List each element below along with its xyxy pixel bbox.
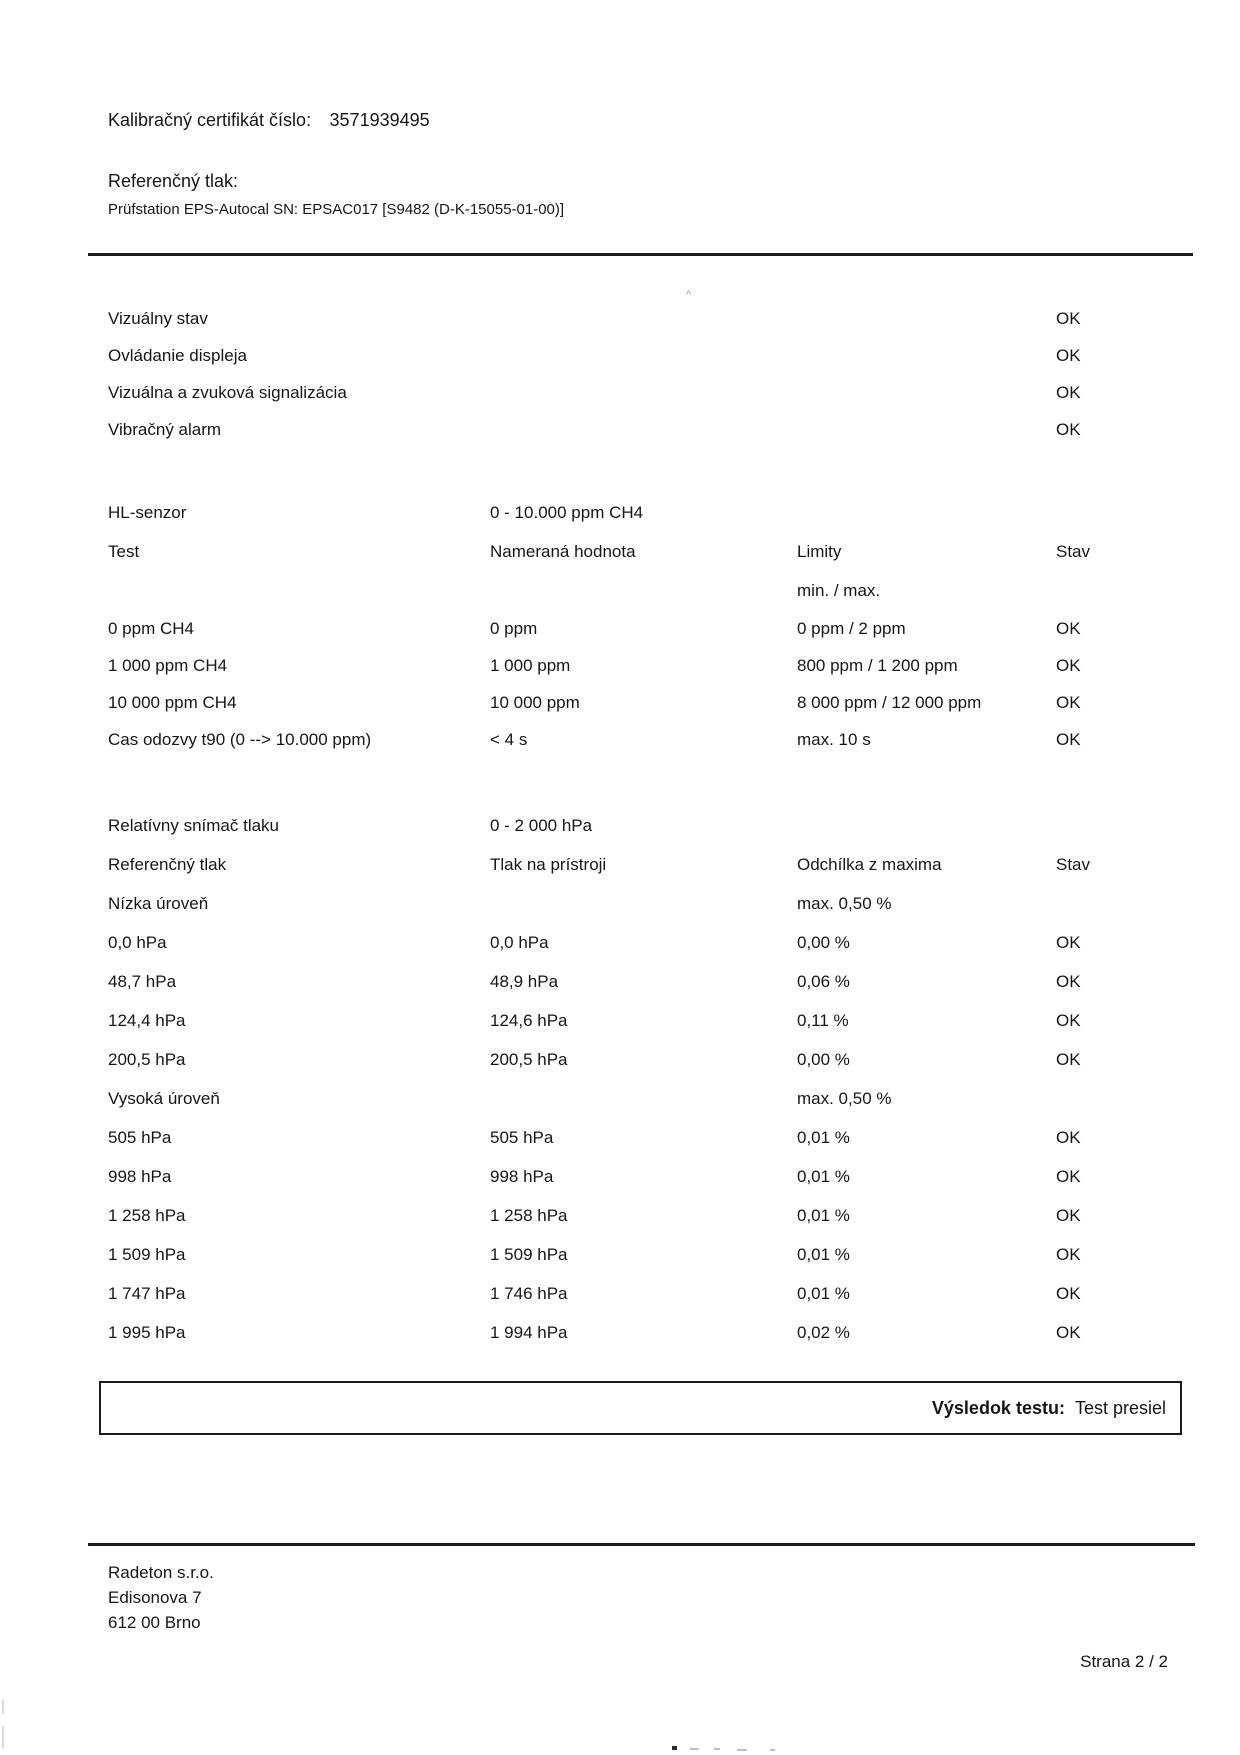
measured-value: 10 000 ppm (490, 692, 580, 712)
deviation-value: 0,01 % (797, 1283, 850, 1303)
deviation-value: 0,01 % (797, 1166, 850, 1186)
scan-artifact: ^ (686, 289, 692, 301)
reference-value: 1 747 hPa (108, 1283, 186, 1303)
scan-artifact (672, 1746, 677, 1750)
test-result-value: Test presiel (1074, 1397, 1166, 1418)
reference-value: 48,7 hPa (108, 971, 177, 991)
test-result-label: Výsledok testu: (931, 1397, 1065, 1418)
status-value: OK (1056, 1166, 1081, 1186)
deviation-value: 0,01 % (797, 1127, 850, 1147)
status-value: OK (1056, 618, 1081, 638)
low-level-limit: max. 0,50 % (797, 893, 892, 913)
hl-sensor-title-row (0, 493, 1240, 532)
column-header-device: Tlak na prístroji (490, 854, 607, 874)
limits-value: 800 ppm / 1 200 ppm (797, 655, 958, 675)
status-value: OK (1056, 1049, 1081, 1069)
hl-sensor-range: 0 - 10.000 ppm CH4 (490, 502, 644, 522)
reference-value: 1 258 hPa (108, 1205, 186, 1225)
test-label: 1 000 ppm CH4 (108, 655, 228, 675)
page-number: Strana 2 / 2 (1080, 1652, 1168, 1671)
status-value: OK (1056, 692, 1081, 712)
pressure-sensor-table (0, 806, 1240, 1352)
column-header-measured: Nameraná hodnota (490, 541, 636, 561)
checklist-row (0, 374, 1240, 411)
status-value: OK (1056, 655, 1081, 675)
reference-value: 0,0 hPa (108, 932, 167, 952)
table-row (0, 1001, 1240, 1040)
scan-artifact (737, 1749, 747, 1751)
status-value: OK (1056, 1244, 1081, 1264)
device-value: 124,6 hPa (490, 1010, 568, 1030)
measured-value: 1 000 ppm (490, 655, 571, 675)
limits-value: max. 10 s (797, 729, 871, 749)
table-row (0, 1157, 1240, 1196)
low-level-row (0, 884, 1240, 923)
deviation-value: 0,06 % (797, 971, 850, 991)
status-value: OK (1056, 1322, 1081, 1342)
scan-artifact (714, 1748, 720, 1750)
measured-value: 0 ppm (490, 618, 538, 638)
company-name: Radeton s.r.o. (108, 1563, 214, 1582)
limits-subheader: min. / max. (797, 580, 881, 600)
footer-divider (88, 1543, 1195, 1546)
device-value: 1 994 hPa (490, 1322, 568, 1342)
status-value: OK (1056, 729, 1081, 749)
test-label: 0 ppm CH4 (108, 618, 194, 638)
reference-pressure-heading: Referenčný tlak: (108, 171, 239, 191)
high-level-label: Vysoká úroveň (108, 1088, 220, 1108)
hl-sensor-name: HL-senzor (108, 502, 187, 522)
checklist-row (0, 411, 1240, 448)
company-city: 612 00 Brno (108, 1613, 201, 1632)
checklist-row (0, 337, 1240, 374)
device-value: 1 746 hPa (490, 1283, 568, 1303)
device-value: 505 hPa (490, 1127, 554, 1147)
status-value: OK (1056, 1205, 1081, 1225)
limits-value: 0 ppm / 2 ppm (797, 618, 906, 638)
table-row (0, 923, 1240, 962)
deviation-value: 0,11 % (797, 1010, 849, 1030)
table-row (0, 1235, 1240, 1274)
hl-sensor-table (0, 493, 1240, 758)
table-row (0, 1040, 1240, 1079)
company-street: Edisonova 7 (108, 1588, 202, 1607)
table-row (0, 1118, 1240, 1157)
table-row (0, 647, 1240, 684)
checklist-row (0, 300, 1240, 337)
checklist-label: Vibračný alarm (108, 419, 222, 439)
reference-station-detail: Prüfstation EPS-Autocal SN: EPSAC017 [S9482 (D-K-15055-01-00)] (108, 201, 565, 218)
checklist-label: Vizuálny stav (108, 308, 208, 328)
status-value: OK (1056, 419, 1081, 439)
device-value: 0,0 hPa (490, 932, 549, 952)
pressure-sensor-header-row (0, 845, 1240, 884)
test-label: Cas odozvy t90 (0 --> 10.000 ppm) (108, 729, 372, 749)
device-value: 1 509 hPa (490, 1244, 568, 1264)
scan-artifact (770, 1749, 775, 1751)
header-divider (88, 253, 1193, 256)
device-value: 200,5 hPa (490, 1049, 568, 1069)
column-header-test: Test (108, 541, 140, 561)
deviation-value: 0,01 % (797, 1244, 850, 1264)
status-value: OK (1056, 1127, 1081, 1147)
scan-artifact (2, 1700, 4, 1714)
column-header-status: Stav (1056, 854, 1091, 874)
table-row (0, 721, 1240, 758)
reference-value: 124,4 hPa (108, 1010, 186, 1030)
certificate-number: 3571939495 (329, 110, 430, 130)
test-result-box (99, 1381, 1182, 1435)
table-row (0, 1274, 1240, 1313)
measured-value: < 4 s (490, 729, 528, 749)
deviation-value: 0,00 % (797, 1049, 850, 1069)
status-value: OK (1056, 971, 1081, 991)
deviation-value: 0,01 % (797, 1205, 850, 1225)
reference-value: 998 hPa (108, 1166, 172, 1186)
status-value: OK (1056, 345, 1081, 365)
deviation-value: 0,00 % (797, 932, 850, 952)
pressure-sensor-name: Relatívny snímač tlaku (108, 815, 280, 835)
device-value: 1 258 hPa (490, 1205, 568, 1225)
hl-sensor-subheader-row (0, 571, 1240, 610)
reference-value: 1 509 hPa (108, 1244, 186, 1264)
reference-value: 505 hPa (108, 1127, 172, 1147)
column-header-limits: Limity (797, 541, 842, 561)
table-row (0, 610, 1240, 647)
low-level-label: Nízka úroveň (108, 893, 209, 913)
scan-artifact (690, 1748, 699, 1750)
table-row (0, 684, 1240, 721)
device-value: 48,9 hPa (490, 971, 559, 991)
test-label: 10 000 ppm CH4 (108, 692, 237, 712)
visual-checklist (0, 300, 1240, 448)
column-header-deviation: Odchílka z maxima (797, 854, 942, 874)
device-value: 998 hPa (490, 1166, 554, 1186)
status-value: OK (1056, 1283, 1081, 1303)
checklist-label: Vizuálna a zvuková signalizácia (108, 382, 347, 402)
table-row (0, 962, 1240, 1001)
hl-sensor-header-row (0, 532, 1240, 571)
status-value: OK (1056, 308, 1081, 328)
high-level-row (0, 1079, 1240, 1118)
reference-value: 1 995 hPa (108, 1322, 186, 1342)
checklist-label: Ovládanie displeja (108, 345, 247, 365)
deviation-value: 0,02 % (797, 1322, 850, 1342)
certificate-title-label: Kalibračný certifikát číslo: (108, 110, 312, 130)
reference-value: 200,5 hPa (108, 1049, 186, 1069)
status-value: OK (1056, 382, 1081, 402)
column-header-reference: Referenčný tlak (108, 854, 227, 874)
table-row (0, 1313, 1240, 1352)
scan-artifact (2, 1726, 4, 1748)
high-level-limit: max. 0,50 % (797, 1088, 892, 1108)
column-header-status: Stav (1056, 541, 1091, 561)
status-value: OK (1056, 1010, 1081, 1030)
table-row (0, 1196, 1240, 1235)
limits-value: 8 000 ppm / 12 000 ppm (797, 692, 982, 712)
certificate-title-line (108, 110, 430, 131)
pressure-sensor-range: 0 - 2 000 hPa (490, 815, 593, 835)
company-address (108, 1560, 214, 1635)
pressure-sensor-title-row (0, 806, 1240, 845)
status-value: OK (1056, 932, 1081, 952)
